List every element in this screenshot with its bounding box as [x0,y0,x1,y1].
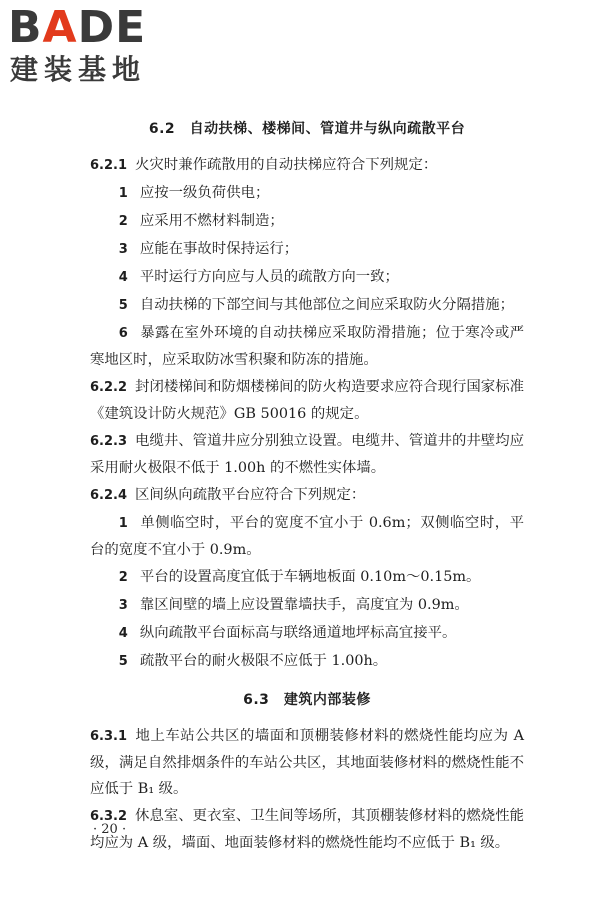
clause-text: 休息室、更衣室、卫生间等场所，其顶棚装修材料的燃烧性能均应为 A 级，墙面、地面装修材料的燃烧性能均不应低于 B₁ 级。 [90,808,524,851]
clause-text: 封闭楼梯间和防烟楼梯间的防火构造要求应符合现行国家标准《建筑设计防火规范》GB 50016 的规定。 [90,379,524,422]
logo-word-start: B [8,2,43,53]
item-text: 单侧临空时，平台的宽度不宜小于 0.6m；双侧临空时，平台的宽度不宜小于 0.9m。 [90,515,524,558]
clause-text: 地上车站公共区的墙面和顶棚装修材料的燃烧性能均应为 A 级，满足自然排烟条件的车站公共区，其地面装修材料的燃烧性能不应低于 B₁ 级。 [90,728,524,797]
item-text: 疏散平台的耐火极限不应低于 1.00h。 [139,653,388,669]
clause-6-2-4 [90,482,524,509]
item-number: 5 [118,654,128,669]
section-6-3-heading: 6.3 建筑内部装修 [243,692,371,708]
logo-wordmark [8,2,147,53]
clause-number: 6.3.2 [90,809,128,824]
clause-6-2-1 [90,152,524,179]
item-number: 3 [118,242,128,257]
list-item [90,320,524,373]
clause-text: 火灾时兼作疏散用的自动扶梯应符合下列规定： [135,157,438,173]
list-item [90,236,524,263]
clause-6-2-2 [90,374,524,427]
page-number: · 20 · [93,822,127,837]
list-item [90,264,524,291]
clause-number: 6.2.2 [90,380,128,395]
item-number: 1 [118,186,128,201]
list-item [90,292,524,319]
item-number: 6 [118,326,128,341]
logo-word-accent: A [42,2,78,53]
item-text: 平时运行方向应与人员的疏散方向一致； [139,269,399,285]
item-text: 靠区间壁的墙上应设置靠墙扶手，高度宜为 0.9m。 [139,597,469,613]
list-item [90,510,524,563]
item-number: 2 [118,214,128,229]
item-text: 平台的设置高度宜低于车辆地板面 0.10m～0.15m。 [139,569,481,585]
item-text: 应采用不燃材料制造； [139,213,284,229]
clause-number: 6.2.4 [90,488,128,503]
section-6-2-heading: 6.2 自动扶梯、楼梯间、管道井与纵向疏散平台 [148,121,466,137]
list-item [90,620,524,647]
list-item [90,648,524,675]
clause-6-3-1 [90,723,524,802]
clause-number: 6.2.1 [90,158,128,173]
item-number: 4 [118,626,128,641]
item-text: 应能在事故时保持运行； [139,241,299,257]
item-text: 暴露在室外环境的自动扶梯应采取防滑措施；位于寒冷或严寒地区时，应采取防冰雪积聚和防冻的措施。 [90,325,524,368]
bade-logo [8,2,178,88]
item-number: 4 [118,270,128,285]
item-number: 5 [118,298,128,313]
clause-text: 电缆井、管道井应分别独立设置。电缆井、管道井的井壁均应采用耐火极限不低于 1.00h 的不燃性实体墙。 [90,433,524,476]
list-item [90,592,524,619]
clause-number: 6.2.3 [90,434,128,449]
logo-subtitle: 建装基地 [10,53,147,86]
item-number: 2 [118,570,128,585]
item-text: 自动扶梯的下部空间与其他部位之间应采取防火分隔措施； [139,297,515,313]
item-text: 纵向疏散平台面标高与联络通道地坪标高宜接平。 [139,625,457,641]
list-item [90,180,524,207]
item-text: 应按一级负荷供电； [139,185,270,201]
list-item [90,564,524,591]
clause-text: 区间纵向疏散平台应符合下列规定： [135,487,366,503]
list-item [90,208,524,235]
item-number: 1 [118,516,128,531]
clause-6-2-3 [90,428,524,481]
clause-number: 6.3.1 [90,729,128,744]
item-number: 3 [118,598,128,613]
logo-word-end: DE [77,2,147,53]
page-content [90,116,524,857]
clause-6-3-2 [90,803,524,856]
